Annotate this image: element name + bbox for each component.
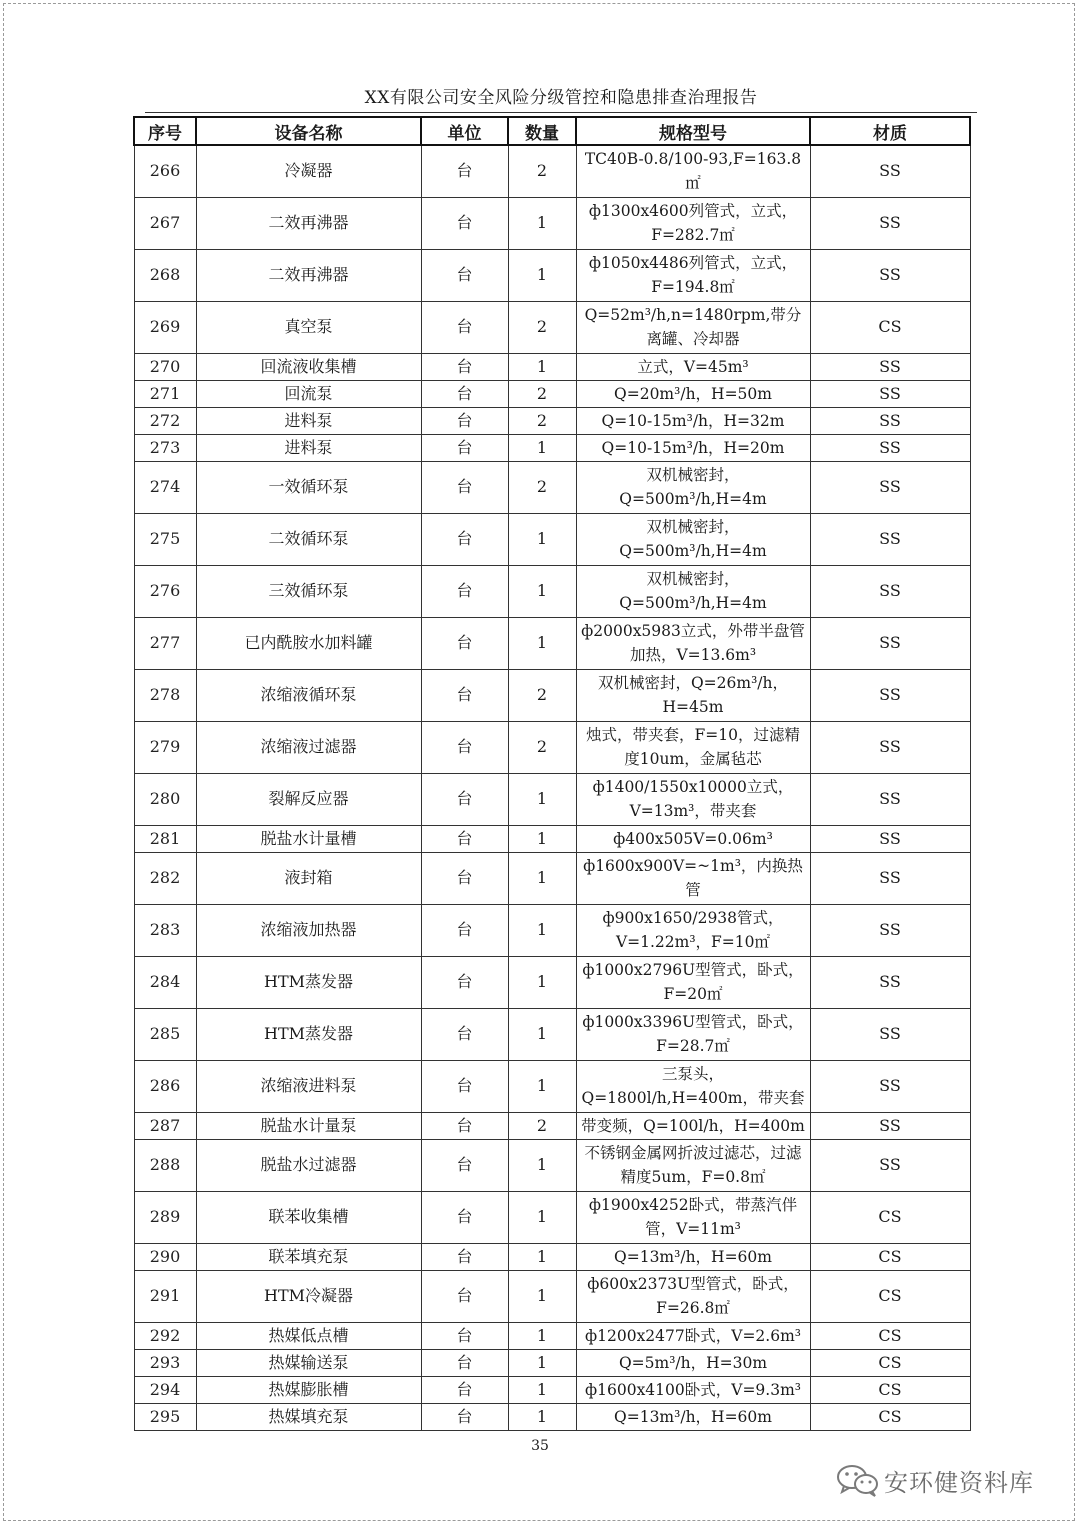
table-row bbox=[134, 1139, 970, 1191]
cell-qty: 2 bbox=[508, 461, 576, 513]
cell-qty: 2 bbox=[508, 669, 576, 721]
page-number: 35 bbox=[531, 1438, 549, 1454]
table-row bbox=[134, 1191, 970, 1243]
cell-material: CS bbox=[810, 1270, 970, 1322]
cell-unit: 台 bbox=[421, 773, 508, 825]
cell-seq: 278 bbox=[134, 669, 196, 721]
table-row bbox=[134, 904, 970, 956]
cell-qty: 1 bbox=[508, 617, 576, 669]
cell-qty: 1 bbox=[508, 565, 576, 617]
equipment-table bbox=[133, 116, 971, 1431]
header-qty: 数量 bbox=[508, 117, 576, 145]
cell-spec: ф1400/1550x10000立式，V=13m³，带夹套 bbox=[576, 773, 810, 825]
cell-seq: 286 bbox=[134, 1060, 196, 1112]
cell-name: 热媒低点槽 bbox=[196, 1322, 421, 1349]
table-row bbox=[134, 773, 970, 825]
cell-spec: Q=10-15m³/h，H=32m bbox=[576, 407, 810, 434]
cell-spec: ф400x505V=0.06m³ bbox=[576, 825, 810, 852]
header-seq: 序号 bbox=[134, 117, 196, 145]
cell-spec: ф1300x4600列管式，立式，F=282.7㎡ bbox=[576, 197, 810, 249]
cell-name: 热媒填充泵 bbox=[196, 1403, 421, 1430]
table-row bbox=[134, 1270, 970, 1322]
cell-spec: ф1200x2477卧式，V=2.6m³ bbox=[576, 1322, 810, 1349]
cell-seq: 284 bbox=[134, 956, 196, 1008]
watermark bbox=[836, 1460, 1034, 1500]
cell-unit: 台 bbox=[421, 1139, 508, 1191]
cell-qty: 2 bbox=[508, 145, 576, 197]
cell-seq: 282 bbox=[134, 852, 196, 904]
table-row bbox=[134, 617, 970, 669]
cell-spec: 双机械密封，Q=500m³/h,H=4m bbox=[576, 461, 810, 513]
cell-spec: Q=13m³/h，H=60m bbox=[576, 1243, 810, 1270]
cell-material: SS bbox=[810, 852, 970, 904]
cell-qty: 1 bbox=[508, 956, 576, 1008]
cell-material: SS bbox=[810, 1112, 970, 1139]
cell-unit: 台 bbox=[421, 565, 508, 617]
table-row bbox=[134, 145, 970, 197]
cell-name: 回流泵 bbox=[196, 380, 421, 407]
cell-material: CS bbox=[810, 1376, 970, 1403]
cell-material: SS bbox=[810, 407, 970, 434]
cell-seq: 280 bbox=[134, 773, 196, 825]
cell-qty: 1 bbox=[508, 1403, 576, 1430]
cell-unit: 台 bbox=[421, 461, 508, 513]
table-row bbox=[134, 825, 970, 852]
cell-qty: 1 bbox=[508, 249, 576, 301]
cell-seq: 291 bbox=[134, 1270, 196, 1322]
cell-qty: 2 bbox=[508, 407, 576, 434]
cell-seq: 289 bbox=[134, 1191, 196, 1243]
watermark-text: 安环健资料库 bbox=[884, 1468, 1034, 1497]
cell-unit: 台 bbox=[421, 1376, 508, 1403]
cell-material: SS bbox=[810, 145, 970, 197]
cell-seq: 292 bbox=[134, 1322, 196, 1349]
cell-seq: 295 bbox=[134, 1403, 196, 1430]
table-row bbox=[134, 1060, 970, 1112]
cell-qty: 1 bbox=[508, 1060, 576, 1112]
cell-spec: ф600x2373U型管式，卧式，F=26.8㎡ bbox=[576, 1270, 810, 1322]
cell-unit: 台 bbox=[421, 1008, 508, 1060]
table-row bbox=[134, 1243, 970, 1270]
table-row bbox=[134, 380, 970, 407]
table-row bbox=[134, 721, 970, 773]
cell-unit: 台 bbox=[421, 513, 508, 565]
cell-unit: 台 bbox=[421, 852, 508, 904]
cell-material: SS bbox=[810, 721, 970, 773]
cell-spec: ф900x1650/2938管式，V=1.22m³，F=10㎡ bbox=[576, 904, 810, 956]
table-row bbox=[134, 565, 970, 617]
cell-unit: 台 bbox=[421, 1060, 508, 1112]
cell-seq: 266 bbox=[134, 145, 196, 197]
cell-name: 二效循环泵 bbox=[196, 513, 421, 565]
table-row bbox=[134, 956, 970, 1008]
cell-name: HTM蒸发器 bbox=[196, 956, 421, 1008]
cell-seq: 293 bbox=[134, 1349, 196, 1376]
cell-name: 二效再沸器 bbox=[196, 249, 421, 301]
cell-name: 三效循环泵 bbox=[196, 565, 421, 617]
cell-name: 脱盐水计量泵 bbox=[196, 1112, 421, 1139]
cell-material: SS bbox=[810, 1008, 970, 1060]
cell-spec: ф1600x4100卧式，V=9.3m³ bbox=[576, 1376, 810, 1403]
cell-spec: Q=52m³/h,n=1480rpm,带分离罐、冷却器 bbox=[576, 301, 810, 353]
cell-qty: 1 bbox=[508, 1139, 576, 1191]
document-title: XX有限公司安全风险分级管控和隐患排查治理报告 bbox=[364, 88, 758, 108]
cell-name: HTM冷凝器 bbox=[196, 1270, 421, 1322]
table-row bbox=[134, 1322, 970, 1349]
cell-qty: 1 bbox=[508, 1191, 576, 1243]
cell-material: CS bbox=[810, 301, 970, 353]
header-unit: 单位 bbox=[421, 117, 508, 145]
cell-spec: ф1900x4252卧式，带蒸汽伴管，V=11m³ bbox=[576, 1191, 810, 1243]
cell-material: SS bbox=[810, 461, 970, 513]
cell-seq: 270 bbox=[134, 353, 196, 380]
cell-spec: ф1000x2796U型管式，卧式，F=20㎡ bbox=[576, 956, 810, 1008]
table-row bbox=[134, 353, 970, 380]
cell-qty: 2 bbox=[508, 301, 576, 353]
cell-material: SS bbox=[810, 513, 970, 565]
cell-unit: 台 bbox=[421, 1322, 508, 1349]
cell-unit: 台 bbox=[421, 1270, 508, 1322]
cell-seq: 274 bbox=[134, 461, 196, 513]
cell-unit: 台 bbox=[421, 669, 508, 721]
cell-unit: 台 bbox=[421, 434, 508, 461]
wechat-icon bbox=[836, 1463, 880, 1497]
cell-name: 热媒膨胀槽 bbox=[196, 1376, 421, 1403]
cell-name: 脱盐水过滤器 bbox=[196, 1139, 421, 1191]
cell-seq: 287 bbox=[134, 1112, 196, 1139]
cell-unit: 台 bbox=[421, 904, 508, 956]
cell-spec: 双机械密封，Q=26m³/h，H=45m bbox=[576, 669, 810, 721]
cell-spec: TC40B-0.8/100-93,F=163.8㎡ bbox=[576, 145, 810, 197]
cell-unit: 台 bbox=[421, 380, 508, 407]
cell-spec: 三泵头，Q=1800l/h,H=400m，带夹套 bbox=[576, 1060, 810, 1112]
cell-qty: 1 bbox=[508, 825, 576, 852]
table-row bbox=[134, 407, 970, 434]
cell-seq: 276 bbox=[134, 565, 196, 617]
cell-qty: 1 bbox=[508, 904, 576, 956]
cell-qty: 2 bbox=[508, 380, 576, 407]
cell-qty: 1 bbox=[508, 1322, 576, 1349]
cell-seq: 285 bbox=[134, 1008, 196, 1060]
cell-seq: 269 bbox=[134, 301, 196, 353]
cell-seq: 277 bbox=[134, 617, 196, 669]
cell-name: 二效再沸器 bbox=[196, 197, 421, 249]
cell-seq: 272 bbox=[134, 407, 196, 434]
cell-spec: 双机械密封，Q=500m³/h,H=4m bbox=[576, 513, 810, 565]
cell-name: 脱盐水计量槽 bbox=[196, 825, 421, 852]
cell-seq: 271 bbox=[134, 380, 196, 407]
cell-name: 一效循环泵 bbox=[196, 461, 421, 513]
table-row bbox=[134, 1403, 970, 1430]
cell-name: 裂解反应器 bbox=[196, 773, 421, 825]
cell-unit: 台 bbox=[421, 1112, 508, 1139]
cell-material: CS bbox=[810, 1191, 970, 1243]
cell-spec: ф1000x3396U型管式，卧式，F=28.7㎡ bbox=[576, 1008, 810, 1060]
cell-material: SS bbox=[810, 197, 970, 249]
cell-unit: 台 bbox=[421, 145, 508, 197]
cell-qty: 1 bbox=[508, 1243, 576, 1270]
cell-name: 真空泵 bbox=[196, 301, 421, 353]
table-row bbox=[134, 1008, 970, 1060]
cell-name: 回流液收集槽 bbox=[196, 353, 421, 380]
cell-seq: 273 bbox=[134, 434, 196, 461]
cell-unit: 台 bbox=[421, 197, 508, 249]
cell-material: CS bbox=[810, 1349, 970, 1376]
cell-unit: 台 bbox=[421, 249, 508, 301]
cell-unit: 台 bbox=[421, 1349, 508, 1376]
cell-unit: 台 bbox=[421, 407, 508, 434]
cell-unit: 台 bbox=[421, 301, 508, 353]
cell-material: SS bbox=[810, 1139, 970, 1191]
table-row bbox=[134, 197, 970, 249]
table-row bbox=[134, 1376, 970, 1403]
cell-qty: 1 bbox=[508, 1270, 576, 1322]
cell-qty: 2 bbox=[508, 1112, 576, 1139]
cell-unit: 台 bbox=[421, 1243, 508, 1270]
cell-name: 浓缩液进料泵 bbox=[196, 1060, 421, 1112]
cell-name: 进料泵 bbox=[196, 407, 421, 434]
table-row bbox=[134, 249, 970, 301]
cell-material: SS bbox=[810, 1060, 970, 1112]
cell-material: SS bbox=[810, 380, 970, 407]
cell-qty: 1 bbox=[508, 852, 576, 904]
cell-name: 浓缩液循环泵 bbox=[196, 669, 421, 721]
cell-material: SS bbox=[810, 249, 970, 301]
cell-seq: 294 bbox=[134, 1376, 196, 1403]
cell-material: SS bbox=[810, 956, 970, 1008]
cell-unit: 台 bbox=[421, 721, 508, 773]
table-row bbox=[134, 1349, 970, 1376]
cell-unit: 台 bbox=[421, 617, 508, 669]
table-row bbox=[134, 434, 970, 461]
cell-material: SS bbox=[810, 434, 970, 461]
cell-name: 联苯收集槽 bbox=[196, 1191, 421, 1243]
cell-name: 已内酰胺水加料罐 bbox=[196, 617, 421, 669]
cell-spec: ф2000x5983立式，外带半盘管加热，V=13.6m³ bbox=[576, 617, 810, 669]
title-rule bbox=[145, 112, 977, 113]
cell-qty: 1 bbox=[508, 1376, 576, 1403]
cell-unit: 台 bbox=[421, 956, 508, 1008]
cell-material: SS bbox=[810, 773, 970, 825]
cell-spec: Q=10-15m³/h，H=20m bbox=[576, 434, 810, 461]
cell-spec: 烛式，带夹套，F=10，过滤精度10um，金属毡芯 bbox=[576, 721, 810, 773]
cell-seq: 275 bbox=[134, 513, 196, 565]
cell-material: SS bbox=[810, 565, 970, 617]
cell-material: SS bbox=[810, 904, 970, 956]
cell-name: 联苯填充泵 bbox=[196, 1243, 421, 1270]
cell-qty: 1 bbox=[508, 434, 576, 461]
cell-spec: 立式，V=45m³ bbox=[576, 353, 810, 380]
cell-material: CS bbox=[810, 1243, 970, 1270]
header-spec: 规格型号 bbox=[576, 117, 810, 145]
cell-qty: 1 bbox=[508, 1349, 576, 1376]
cell-spec: Q=13m³/h，H=60m bbox=[576, 1403, 810, 1430]
cell-spec: Q=20m³/h，H=50m bbox=[576, 380, 810, 407]
table-row bbox=[134, 301, 970, 353]
cell-spec: ф1600x900V=~1m³，内换热管 bbox=[576, 852, 810, 904]
cell-material: SS bbox=[810, 353, 970, 380]
cell-unit: 台 bbox=[421, 1191, 508, 1243]
cell-spec: Q=5m³/h，H=30m bbox=[576, 1349, 810, 1376]
table-row bbox=[134, 852, 970, 904]
cell-qty: 1 bbox=[508, 1008, 576, 1060]
cell-name: HTM蒸发器 bbox=[196, 1008, 421, 1060]
cell-name: 热媒输送泵 bbox=[196, 1349, 421, 1376]
cell-material: SS bbox=[810, 669, 970, 721]
cell-qty: 1 bbox=[508, 513, 576, 565]
cell-spec: 不锈钢金属网折波过滤芯，过滤精度5um，F=0.8㎡ bbox=[576, 1139, 810, 1191]
cell-name: 进料泵 bbox=[196, 434, 421, 461]
cell-qty: 1 bbox=[508, 197, 576, 249]
cell-spec: 双机械密封，Q=500m³/h,H=4m bbox=[576, 565, 810, 617]
cell-material: CS bbox=[810, 1403, 970, 1430]
cell-seq: 267 bbox=[134, 197, 196, 249]
cell-unit: 台 bbox=[421, 1403, 508, 1430]
cell-qty: 1 bbox=[508, 773, 576, 825]
cell-material: SS bbox=[810, 617, 970, 669]
cell-qty: 1 bbox=[508, 353, 576, 380]
table-header-row bbox=[134, 117, 970, 145]
cell-spec: 带变频，Q=100l/h，H=400m bbox=[576, 1112, 810, 1139]
table-row bbox=[134, 1112, 970, 1139]
cell-name: 浓缩液过滤器 bbox=[196, 721, 421, 773]
cell-unit: 台 bbox=[421, 825, 508, 852]
table-row bbox=[134, 669, 970, 721]
cell-name: 冷凝器 bbox=[196, 145, 421, 197]
table-row bbox=[134, 461, 970, 513]
cell-material: CS bbox=[810, 1322, 970, 1349]
header-name: 设备名称 bbox=[196, 117, 421, 145]
cell-seq: 290 bbox=[134, 1243, 196, 1270]
cell-material: SS bbox=[810, 825, 970, 852]
header-material: 材质 bbox=[810, 117, 970, 145]
cell-spec: ф1050x4486列管式，立式，F=194.8㎡ bbox=[576, 249, 810, 301]
cell-unit: 台 bbox=[421, 353, 508, 380]
cell-seq: 281 bbox=[134, 825, 196, 852]
cell-name: 液封箱 bbox=[196, 852, 421, 904]
cell-seq: 283 bbox=[134, 904, 196, 956]
table-row bbox=[134, 513, 970, 565]
cell-seq: 268 bbox=[134, 249, 196, 301]
cell-seq: 288 bbox=[134, 1139, 196, 1191]
cell-seq: 279 bbox=[134, 721, 196, 773]
cell-name: 浓缩液加热器 bbox=[196, 904, 421, 956]
cell-qty: 2 bbox=[508, 721, 576, 773]
